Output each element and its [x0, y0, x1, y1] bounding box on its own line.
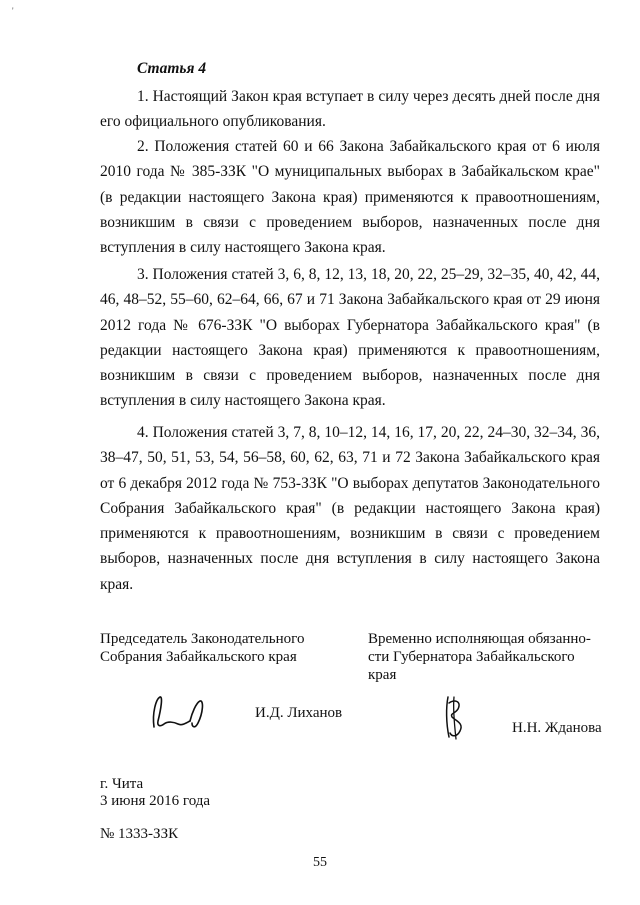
law-number: № 1333-ЗЗК [100, 826, 179, 842]
paragraph-2: 2. Положения статей 60 и 66 Закона Забайкальского края от 6 июля 2010 года № 385-ЗЗК "О муниципальных выборах в Забайкальском крае" (в редакции настоящего Закона края) применяются к правоотношениям, возникшим в связи с проведением выборов, назначенных после дня вступления в силу настоящего Закона края. [100, 138, 600, 257]
left-handwritten-signature [148, 693, 210, 733]
right-title-line-1: Временно исполняющая обязанно- [368, 631, 591, 647]
place-and-date [100, 776, 210, 810]
right-signatory-name: Н.Н. Жданова [512, 720, 602, 736]
article-title: Статья 4 [137, 60, 207, 77]
date: 3 июня 2016 года [100, 793, 211, 809]
paragraph-1: 1. Настоящий Закон края вступает в силу через десять дней после дня его официального опубликования. [100, 88, 600, 131]
right-signatory-title [368, 630, 608, 684]
right-title-line-2: сти Губернатора Забайкальского [368, 649, 575, 665]
left-title-line-1: Председатель Законодательного [100, 631, 305, 647]
right-title-line-3: края [368, 667, 397, 683]
left-signatory-name: И.Д. Лиханов [255, 705, 343, 721]
left-title-line-2: Собрания Забайкальского края [100, 649, 297, 665]
left-signatory-title [100, 630, 304, 666]
paragraph-4: 4. Положения статей 3, 7, 8, 10–12, 14, 16, 17, 20, 22, 24–30, 32–34, 36, 38–47, 50, 51, 53, 54, 56–58, 60, 62, 63, 71 и 72 Закона Забайкальского края от 6 декабря 2012 года № 753-ЗЗК "О выборах депутатов Законодательного Собрания Забайкальского края" (в редакции настоящего Закона края) применяются к правоотношениям, возникшим в связи с проведением выборов, назначенных после дня вступления в силу настоящего Закона края. [100, 424, 600, 593]
corner-mark: ' [12, 6, 14, 16]
right-handwritten-signature [440, 693, 470, 743]
paragraph-3: 3. Положения статей 3, 6, 8, 12, 13, 18, 20, 22, 25–29, 32–35, 40, 42, 44, 46, 48–52, 55–60, 62–64, 66, 67 и 71 Закона Забайкальского края от 29 июня 2012 года № 676-ЗЗК "О выборах Губернатора Забайкальского края" (в редакции настоящего Закона края) применяются к правоотношениям, возникшим в связи с проведением выборов, назначенных после дня вступления в силу настоящего Закона края. [100, 266, 600, 410]
page-number: 55 [313, 855, 327, 870]
place: г. Чита [100, 776, 144, 792]
